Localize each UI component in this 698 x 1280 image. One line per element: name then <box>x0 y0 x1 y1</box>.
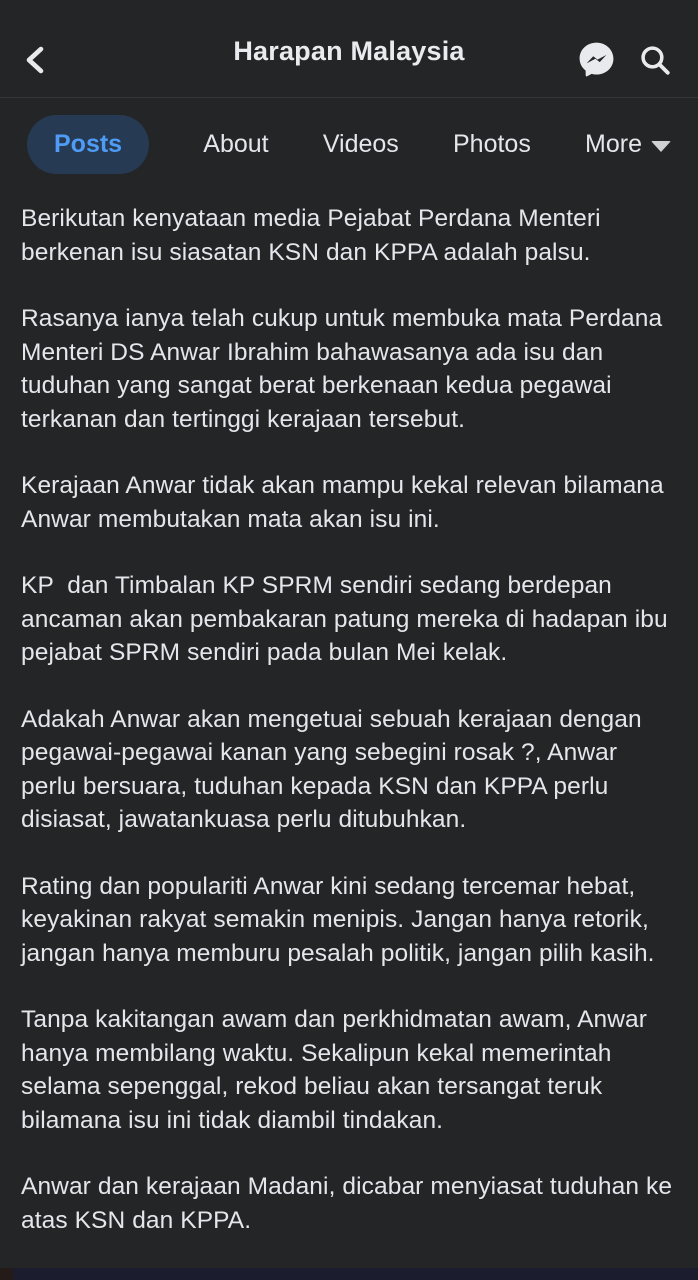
back-button[interactable] <box>22 38 66 82</box>
post-paragraph: Rating dan populariti Anwar kini sedang tercemar hebat, keyakinan rakyat semakin menipis. Jangan hanya retorik, jangan hanya memburu pesalah politik, jangan pilih kasih. <box>21 872 656 967</box>
messenger-button[interactable] <box>575 39 617 81</box>
tab-bar <box>0 98 698 190</box>
tab-about[interactable] <box>203 130 268 159</box>
messenger-icon <box>576 39 617 80</box>
tab-photos[interactable] <box>453 130 531 159</box>
attachment-top-edge <box>0 1268 698 1280</box>
search-button[interactable] <box>634 39 676 81</box>
tab-posts-label: Posts <box>54 129 123 158</box>
chevron-left-icon <box>22 45 48 75</box>
tab-videos[interactable] <box>323 130 399 159</box>
post-paragraph: Tanpa kakitangan awam dan perkhidmatan awam, Anwar hanya membilang waktu. Sekalipun kekal memerintah selama sepenggal, rekod beliau akan tersangat teruk bilamana isu ini tidak diambil tindakan. <box>21 1006 654 1134</box>
post-paragraph: Berikutan kenyataan media Pejabat Perdana Menteri berkenan isu siasatan KSN dan KPPA adalah palsu. <box>21 205 608 266</box>
attachment-edge-notch <box>0 1268 13 1280</box>
tab-more[interactable] <box>585 130 671 159</box>
chevron-down-icon <box>651 141 671 152</box>
post-paragraph: Kerajaan Anwar tidak akan mampu kekal relevan bilamana Anwar membutakan mata akan isu ini. <box>21 472 670 533</box>
page-title: Harapan Malaysia <box>233 36 465 66</box>
tab-videos-label: Videos <box>322 129 399 158</box>
header-actions <box>575 39 676 81</box>
post-paragraph: KP dan Timbalan KP SPRM sendiri sedang berdepan ancaman akan pembakaran patung mereka di hadapan ibu pejabat SPRM sendiri pada bulan Mei kelak. <box>21 572 675 666</box>
post-text <box>0 190 698 1237</box>
tab-about-label: About <box>203 129 269 158</box>
search-icon <box>638 43 672 77</box>
tab-posts[interactable] <box>27 115 149 174</box>
tab-photos-label: Photos <box>453 129 531 158</box>
tab-more-label: More <box>585 129 642 158</box>
post-paragraph: Adakah Anwar akan mengetuai sebuah kerajaan dengan pegawai-pegawai kanan yang sebegini rosak ?, Anwar perlu bersuara, tuduhan kepada KSN dan KPPA perlu disiasat, jawatankuasa perlu ditubuhkan. <box>21 705 649 833</box>
post-paragraph: Anwar dan kerajaan Madani, dicabar menyiasat tuduhan ke atas KSN dan KPPA. <box>21 1173 679 1234</box>
post-paragraph: Rasanya ianya telah cukup untuk membuka mata Perdana Menteri DS Anwar Ibrahim bahawasanya ada isu dan tuduhan yang sangat berat berkenaan kedua pegawai terkanan dan tertinggi kerajaan tersebut. <box>21 305 670 433</box>
header <box>0 0 698 98</box>
